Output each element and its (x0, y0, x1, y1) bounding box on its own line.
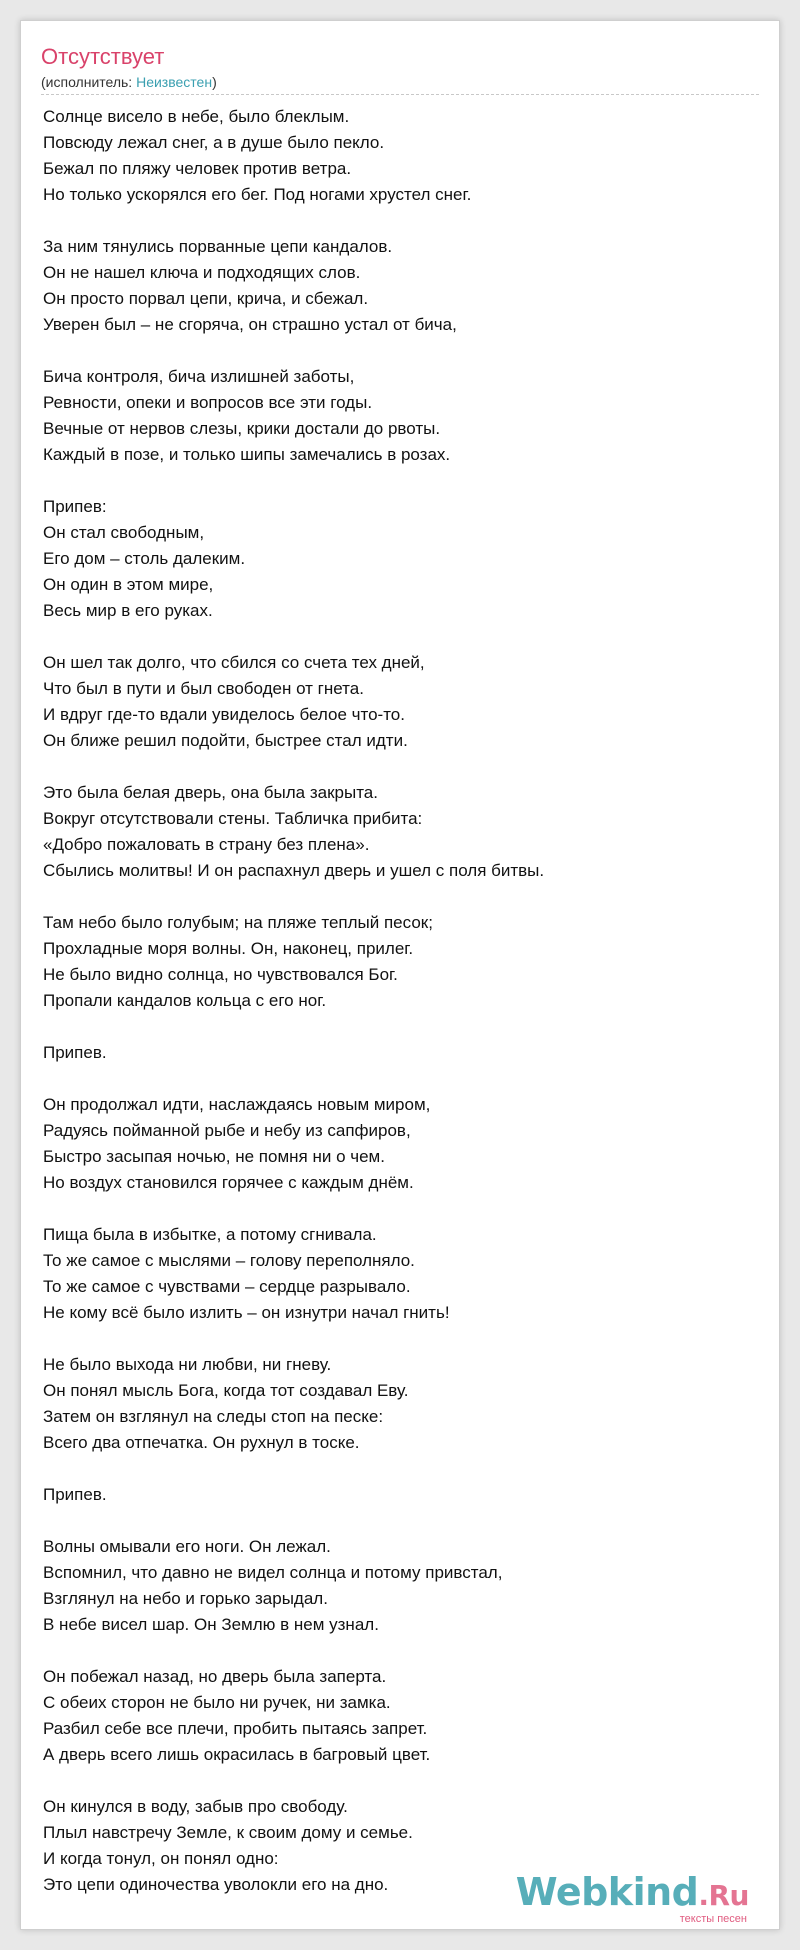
lyrics-stanza (43, 1222, 763, 1326)
lyric-line: Бича контроля, бича излишней заботы, (43, 367, 355, 386)
artist-prefix: (исполнитель: (41, 74, 137, 90)
logo-wordmark (516, 1872, 749, 1916)
lyric-line: Взглянул на небо и горько зарыдал. (43, 1589, 328, 1608)
lyric-line: Но воздух становился горячее с каждым днём. (43, 1173, 414, 1192)
lyric-line: Пища была в избытке, а потому сгнивала. (43, 1225, 377, 1244)
lyric-line: Он побежал назад, но дверь была заперта. (43, 1667, 387, 1686)
site-logo[interactable] (516, 1872, 749, 1925)
lyric-line: Он просто порвал цепи, крича, и сбежал. (43, 289, 369, 308)
lyrics-stanza (43, 1482, 763, 1508)
lyrics-stanza (43, 1092, 763, 1196)
lyrics-stanza (43, 234, 763, 338)
lyric-line: Бежал по пляжу человек против ветра. (43, 159, 352, 178)
lyric-line: Он стал свободным, (43, 523, 205, 542)
lyric-line: Вокруг отсутствовали стены. Табличка прибита: (43, 809, 423, 828)
lyric-line: И когда тонул, он понял одно: (43, 1849, 279, 1868)
lyrics-stanza (43, 1664, 763, 1768)
lyric-line: Ревности, опеки и вопросов все эти годы. (43, 393, 373, 412)
lyrics-stanza (43, 1534, 763, 1638)
lyric-line: Прохладные моря волны. Он, наконец, прилег. (43, 939, 414, 958)
lyric-line: В небе висел шар. Он Землю в нем узнал. (43, 1615, 379, 1634)
lyric-line: Всего два отпечатка. Он рухнул в тоске. (43, 1433, 360, 1452)
logo-tld: .Ru (698, 1879, 749, 1912)
lyric-line: Плыл навстречу Земле, к своим дому и семье. (43, 1823, 413, 1842)
lyric-line: Быстро засыпая ночью, не помня ни о чем. (43, 1147, 385, 1166)
lyric-line: Радуясь пойманной рыбе и небу из сапфиров, (43, 1121, 411, 1140)
lyric-line: Припев. (43, 1485, 107, 1504)
lyric-line: «Добро пожаловать в страну без плена». (43, 835, 370, 854)
lyric-line: А дверь всего лишь окрасилась в багровый цвет. (43, 1745, 431, 1764)
lyric-line: Это была белая дверь, она была закрыта. (43, 783, 378, 802)
lyric-line: Уверен был – не сгоряча, он страшно устал от бича, (43, 315, 457, 334)
lyric-line: Это цепи одиночества уволокли его на дно. (43, 1875, 389, 1894)
lyrics-card (20, 20, 780, 1930)
artist-suffix: ) (212, 74, 217, 90)
lyric-line: Не кому всё было излить – он изнутри начал гнить! (43, 1303, 450, 1322)
lyric-line: Разбил себе все плечи, пробить пытаясь запрет. (43, 1719, 428, 1738)
lyrics-stanza (43, 494, 763, 624)
lyrics-body (43, 104, 763, 1924)
lyric-line: Припев: (43, 497, 107, 516)
lyric-line: Повсюду лежал снег, а в душе было пекло. (43, 133, 385, 152)
lyric-line: Солнце висело в небе, было блеклым. (43, 107, 350, 126)
lyric-line: Но только ускорялся его бег. Под ногами хрустел снег. (43, 185, 472, 204)
lyric-line: Не было выхода ни любви, ни гневу. (43, 1355, 332, 1374)
lyric-line: Припев. (43, 1043, 107, 1062)
lyric-line: Он шел так долго, что сбился со счета тех дней, (43, 653, 425, 672)
artist-line (41, 73, 217, 91)
logo-tagline: тексты песен (679, 1913, 747, 1925)
lyric-line: Он понял мысль Бога, когда тот создавал Еву. (43, 1381, 409, 1400)
lyric-line: Сбылись молитвы! И он распахнул дверь и ушел с поля битвы. (43, 861, 545, 880)
lyric-line: И вдруг где-то вдали увиделось белое что-то. (43, 705, 405, 724)
lyric-line: Что был в пути и был свободен от гнета. (43, 679, 364, 698)
title-divider (41, 94, 759, 95)
lyric-line: Там небо было голубым; на пляже теплый песок; (43, 913, 433, 932)
lyric-line: Не было видно солнца, но чувствовался Бог. (43, 965, 398, 984)
lyric-line: Его дом – столь далеким. (43, 549, 246, 568)
lyric-line: Каждый в позе, и только шипы замечались в розах. (43, 445, 451, 464)
lyric-line: Волны омывали его ноги. Он лежал. (43, 1537, 331, 1556)
lyric-line: Он продолжал идти, наслаждаясь новым миром, (43, 1095, 431, 1114)
lyric-line: Вспомнил, что давно не видел солнца и потому привстал, (43, 1563, 503, 1582)
song-title: Отсутствует (41, 44, 165, 69)
lyrics-stanza (43, 650, 763, 754)
lyric-line: Он один в этом мире, (43, 575, 214, 594)
lyric-line: Он не нашел ключа и подходящих слов. (43, 263, 361, 282)
lyrics-stanza (43, 364, 763, 468)
lyric-line: Весь мир в его руках. (43, 601, 213, 620)
lyric-line: Он ближе решил подойти, быстрее стал идти. (43, 731, 408, 750)
lyrics-stanza (43, 1040, 763, 1066)
lyric-line: За ним тянулись порванные цепи кандалов. (43, 237, 393, 256)
lyric-line: С обеих сторон не было ни ручек, ни замка. (43, 1693, 391, 1712)
lyrics-stanza (43, 104, 763, 208)
lyric-line: Пропали кандалов кольца с его ног. (43, 991, 327, 1010)
lyrics-stanza (43, 1352, 763, 1456)
lyric-line: То же самое с чувствами – сердце разрывало. (43, 1277, 411, 1296)
lyric-line: Он кинулся в воду, забыв про свободу. (43, 1797, 348, 1816)
artist-link[interactable]: Неизвестен (136, 74, 213, 90)
lyrics-stanza (43, 910, 763, 1014)
logo-brand: Webkind (515, 1870, 699, 1914)
lyric-line: Затем он взглянул на следы стоп на песке: (43, 1407, 384, 1426)
lyric-line: Вечные от нервов слезы, крики достали до рвоты. (43, 419, 441, 438)
lyric-line: То же самое с мыслями – голову переполняло. (43, 1251, 415, 1270)
lyrics-stanza (43, 780, 763, 884)
